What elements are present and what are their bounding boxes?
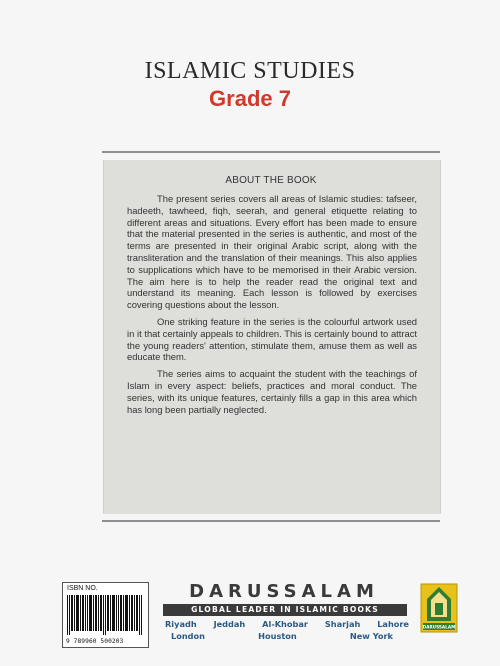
- about-paragraph-2: One striking feature in the series is the colourful artwork used in it that certainly appeals to children. This is certainly bound to attract the young readers' attention, stimulate them, amuse them as well as educate them.: [127, 315, 417, 363]
- about-text: [127, 193, 417, 420]
- city-name: New York: [349, 631, 393, 641]
- city-name: Riyadh: [165, 619, 197, 629]
- bottom-divider: [102, 520, 440, 522]
- isbn-label: ISBN NO.: [67, 585, 98, 592]
- grade-label: Grade 7: [209, 86, 291, 111]
- city-name: Sharjah: [324, 619, 361, 629]
- publisher-name: DARUSSALAM: [189, 581, 379, 602]
- city-name: Houston: [258, 631, 297, 641]
- logo-text: DARUSSALAM: [422, 624, 456, 630]
- publisher-tagline: GLOBAL LEADER IN ISLAMIC BOOKS: [163, 604, 407, 616]
- series-title: ISLAMIC STUDIES: [144, 58, 356, 84]
- isbn-digits: 9 789960 500203: [66, 638, 124, 645]
- city-name: London: [171, 631, 205, 641]
- city-name: Lahore: [377, 619, 409, 629]
- barcode-bars: [67, 595, 143, 635]
- city-list-row-2: [165, 631, 409, 641]
- top-divider: [102, 151, 440, 153]
- city-name: Al-Khobar: [262, 619, 308, 629]
- about-paragraph-3: The series aims to acquaint the student with the teachings of Islam in every aspect: beliefs, practices and moral conduct. The series, with its unique features, certainly fills a gap in this area which has long been partially neglected.: [127, 368, 417, 415]
- isbn-barcode: [62, 582, 149, 648]
- about-paragraph-1: The present series covers all areas of Islamic studies: tafseer, hadeeth, tawheed, fiqh, seerah, and general etiquette relating to different areas and situations. Every effort has been made to ensure that the material presented in the series is authentic, and most of the terms are presented in their original Arabic script, along with the transliteration and the translation of their meanings. This also applies to supplications which have to be memorised in their Arabic version. The aim here is to help the reader read the original text and understand its meaning. Each lesson is followed by exercises covering questions about the lesson.: [127, 193, 417, 311]
- publisher-logo-icon: [420, 583, 458, 633]
- city-name: Jeddah: [213, 619, 246, 629]
- about-heading: ABOUT THE BOOK: [225, 175, 317, 186]
- city-list-row-1: [165, 619, 409, 629]
